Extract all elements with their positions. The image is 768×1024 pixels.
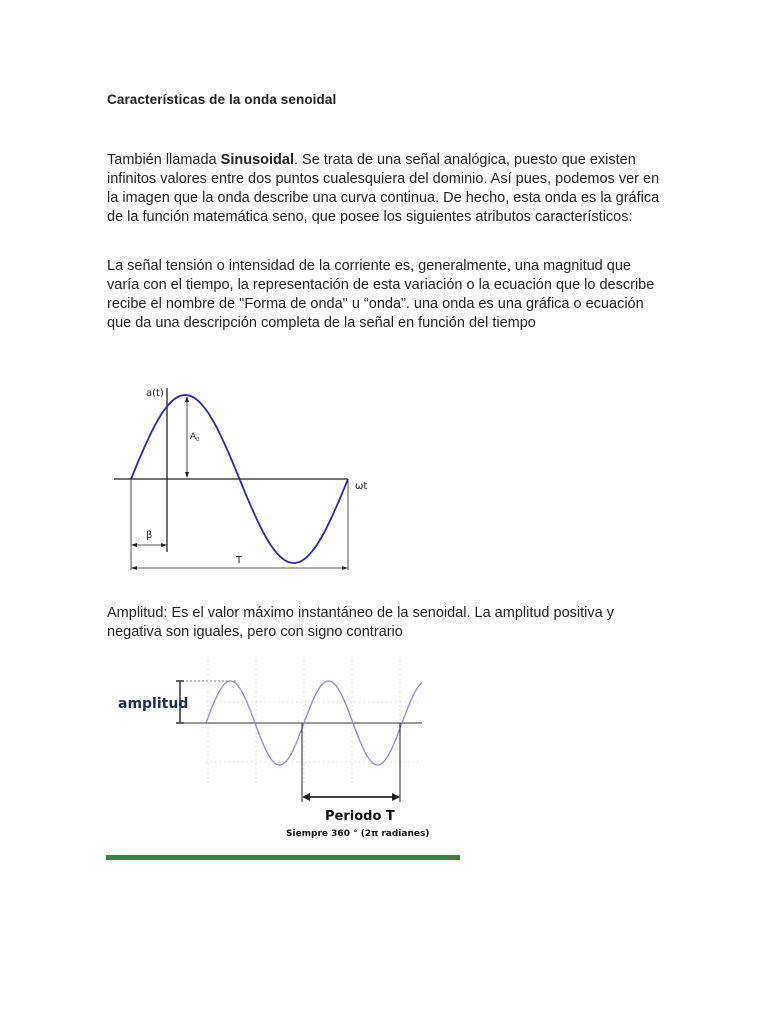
amplitude-arrowhead-bottom (185, 472, 189, 478)
period-text-label: Periodo T (325, 809, 395, 824)
intro-text-start: También llamada (107, 152, 221, 168)
amplitude-text-label: amplitud (118, 696, 189, 712)
x-axis-label: ωt (355, 481, 368, 492)
sine-wave-diagram (112, 380, 382, 575)
period-note: Siempre 360 ° (2π radianes) (286, 829, 430, 839)
phase-arrowhead-right (161, 543, 167, 547)
amplitude-arrowhead-top (185, 396, 189, 402)
intro-paragraph (107, 151, 667, 227)
phase-arrowhead-left (131, 543, 137, 547)
amplitude-label: $A_0$ (190, 432, 200, 443)
phase-label: β (146, 530, 153, 541)
intro-bold-term: Sinusoidal (220, 152, 294, 168)
waveform-paragraph: La señal tensión o intensidad de la corriente es, generalmente, una magnitud que varía con el tiempo, la representación de esta variación o la ecuación que lo describe recibe el nombre de "Forma de onda" u “onda”. una onda es una gráfica o ecuación que da una descripción completa de la señal en función del tiempo (107, 258, 655, 331)
period-arrowhead-left (131, 566, 137, 570)
period-label: T (236, 555, 243, 566)
amplitude-paragraph: Amplitud: Es el valor máximo instantáneo de la senoidal. La amplitud positiva y negativa son iguales, pero con signo contrario (107, 605, 614, 640)
intro-text-end: . Se trata de una señal analógica, puesto que existen infinitos valores entre dos puntos cualesquiera del dominio. Así pues, podemos ver en la imagen que la onda describe una curva continua. De hecho, esta onda es la gráfica de la función matemática seno, que posee los siguientes atributos característicos: (107, 152, 660, 225)
period-arrowhead-right (342, 566, 348, 570)
y-axis-label: a(t) (146, 388, 164, 399)
figure-bottom-bar (106, 855, 460, 860)
amplitude-period-diagram (106, 652, 460, 860)
page-title: Características de la onda senoidal (107, 92, 337, 107)
